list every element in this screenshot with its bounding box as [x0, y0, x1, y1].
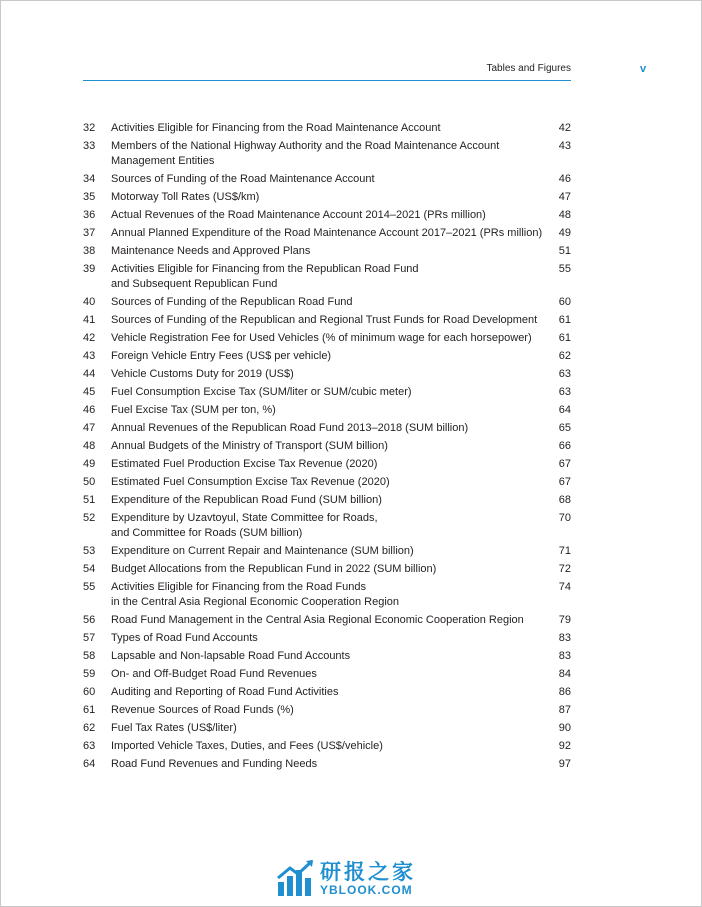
entry-number: 34	[83, 173, 96, 185]
watermark-cn: 研报之家	[320, 860, 416, 884]
table-list-entry[interactable]	[83, 649, 571, 664]
entry-page: 46	[558, 173, 571, 185]
entry-number: 51	[83, 494, 96, 506]
entry-page: 49	[558, 227, 571, 239]
entry-page: 87	[558, 704, 571, 716]
entry-page: 83	[558, 650, 571, 662]
entry-title: Actual Revenues of the Road Maintenance Account 2014–2021 (PRs million)	[111, 209, 486, 221]
entry-title: Sources of Funding of the Republican and Regional Trust Funds for Road Development	[111, 314, 538, 326]
entry-page: 72	[558, 563, 571, 575]
entry-number: 59	[83, 668, 96, 680]
entry-number: 39	[83, 263, 96, 275]
entry-page: 71	[558, 545, 571, 557]
entry-page: 60	[558, 296, 571, 308]
entry-page: 63	[558, 368, 571, 380]
entry-number: 52	[83, 512, 96, 524]
entry-number: 54	[83, 563, 96, 575]
table-list-entry[interactable]	[83, 367, 571, 382]
table-list-entry[interactable]	[83, 439, 571, 454]
table-list-entry[interactable]	[83, 703, 571, 718]
entry-title: Fuel Consumption Excise Tax (SUM/liter or SUM/cubic meter)	[111, 386, 412, 398]
entry-title: Road Fund Revenues and Funding Needs	[111, 758, 318, 770]
entry-page: 79	[558, 614, 571, 626]
table-list-entry[interactable]	[83, 493, 571, 508]
table-list-entry[interactable]	[83, 385, 571, 400]
table-list-entry[interactable]	[83, 562, 571, 577]
table-list-entry[interactable]	[83, 139, 571, 169]
table-list-entry[interactable]	[83, 190, 571, 205]
entry-number: 60	[83, 686, 96, 698]
table-list-entry[interactable]	[83, 613, 571, 628]
entry-title: Fuel Tax Rates (US$/liter)	[111, 722, 237, 734]
entry-page: 68	[558, 494, 571, 506]
table-list-entry[interactable]	[83, 580, 571, 610]
table-list-entry[interactable]	[83, 757, 571, 772]
entry-number: 46	[83, 404, 96, 416]
entry-number: 42	[83, 332, 96, 344]
entry-number: 56	[83, 614, 96, 626]
entry-number: 41	[83, 314, 96, 326]
table-list-entry[interactable]	[83, 262, 571, 292]
entry-page: 64	[558, 404, 571, 416]
entry-number: 45	[83, 386, 96, 398]
entry-title: Motorway Toll Rates (US$/km)	[111, 191, 260, 203]
entry-number: 36	[83, 209, 96, 221]
entry-page: 63	[558, 386, 571, 398]
entry-page: 62	[558, 350, 571, 362]
entry-number: 43	[83, 350, 96, 362]
entry-number: 50	[83, 476, 96, 488]
entry-page: 66	[558, 440, 571, 452]
entry-page: 67	[558, 476, 571, 488]
entry-title: Foreign Vehicle Entry Fees (US$ per vehicle)	[111, 350, 332, 362]
entry-title: Sources of Funding of the Road Maintenance Account	[111, 173, 375, 185]
table-list-entry[interactable]	[83, 457, 571, 472]
entry-title: Annual Planned Expenditure of the Road Maintenance Account 2017–2021 (PRs million)	[111, 227, 543, 239]
entry-number: 38	[83, 245, 96, 257]
entry-title: Revenue Sources of Road Funds (%)	[111, 704, 294, 716]
table-list-entry[interactable]	[83, 349, 571, 364]
entry-page: 86	[558, 686, 571, 698]
entry-number: 33	[83, 140, 96, 152]
table-list-entry[interactable]	[83, 121, 571, 136]
entry-number: 55	[83, 581, 96, 593]
entry-title: Expenditure on Current Repair and Maintenance (SUM billion)	[111, 545, 414, 557]
running-head: Tables and Figures	[486, 63, 571, 74]
entry-page: 48	[558, 209, 571, 221]
entry-title: Imported Vehicle Taxes, Duties, and Fees (US$/vehicle)	[111, 740, 383, 752]
table-list-entry[interactable]	[83, 631, 571, 646]
entry-title: Activities Eligible for Financing from the Republican Road Fund and Subsequent Republican Fund	[111, 263, 419, 290]
entry-number: 53	[83, 545, 96, 557]
entry-title: Budget Allocations from the Republican Fund in 2022 (SUM billion)	[111, 563, 437, 575]
entry-page: 92	[558, 740, 571, 752]
entry-title: Maintenance Needs and Approved Plans	[111, 245, 311, 257]
entry-number: 47	[83, 422, 96, 434]
entry-number: 58	[83, 650, 96, 662]
entry-number: 63	[83, 740, 96, 752]
entry-title: Expenditure of the Republican Road Fund (SUM billion)	[111, 494, 382, 506]
entry-number: 44	[83, 368, 96, 380]
entry-title: Activities Eligible for Financing from the Road Funds in the Central Asia Regional Economic Cooperation Region	[111, 581, 400, 608]
table-list-entry[interactable]	[83, 511, 571, 541]
table-list-entry[interactable]	[83, 331, 571, 346]
table-list-entry[interactable]	[83, 172, 571, 187]
entry-page: 43	[558, 140, 571, 152]
entry-title: Fuel Excise Tax (SUM per ton, %)	[111, 404, 276, 416]
table-list-entry[interactable]	[83, 685, 571, 700]
entry-title: Members of the National Highway Authority and the Road Maintenance Account Management Entities	[111, 140, 500, 167]
entry-page: 84	[558, 668, 571, 680]
page-number: v	[640, 63, 647, 75]
entry-title: Expenditure by Uzavtoyul, State Committee for Roads, and Committee for Roads (SUM billion)	[111, 512, 378, 539]
watermark-logo	[276, 856, 426, 900]
entry-title: Estimated Fuel Production Excise Tax Revenue (2020)	[111, 458, 378, 470]
table-list-entry[interactable]	[83, 313, 571, 328]
entry-number: 32	[83, 122, 96, 134]
entry-title: Annual Revenues of the Republican Road Fund 2013–2018 (SUM billion)	[111, 422, 469, 434]
table-list-entry[interactable]	[83, 739, 571, 754]
table-list-entry[interactable]	[83, 721, 571, 736]
entry-title: Vehicle Customs Duty for 2019 (US$)	[111, 368, 294, 380]
entry-number: 64	[83, 758, 96, 770]
entry-page: 74	[558, 581, 571, 593]
entry-page: 47	[558, 191, 571, 203]
table-list-entry[interactable]	[83, 295, 571, 310]
bar-chart-logo-icon	[276, 858, 316, 898]
entry-page: 51	[558, 245, 571, 257]
header-rule	[83, 80, 571, 81]
entry-page: 55	[558, 263, 571, 275]
entry-page: 42	[558, 122, 571, 134]
table-list-entry[interactable]	[83, 244, 571, 259]
entry-page: 90	[558, 722, 571, 734]
entry-page: 61	[558, 332, 571, 344]
table-list-entry[interactable]	[83, 226, 571, 241]
entry-page: 61	[558, 314, 571, 326]
table-list	[83, 121, 571, 775]
table-list-entry[interactable]	[83, 475, 571, 490]
table-list-entry[interactable]	[83, 667, 571, 682]
table-list-entry[interactable]	[83, 421, 571, 436]
entry-title: Vehicle Registration Fee for Used Vehicles (% of minimum wage for each horsepower)	[111, 332, 532, 344]
entry-number: 61	[83, 704, 96, 716]
entry-number: 48	[83, 440, 96, 452]
entry-title: Auditing and Reporting of Road Fund Activities	[111, 686, 339, 698]
entry-number: 37	[83, 227, 96, 239]
entry-number: 40	[83, 296, 96, 308]
entry-number: 62	[83, 722, 96, 734]
entry-page: 65	[558, 422, 571, 434]
entry-title: Road Fund Management in the Central Asia Regional Economic Cooperation Region	[111, 614, 524, 626]
entry-page: 97	[558, 758, 571, 770]
entry-title: On- and Off-Budget Road Fund Revenues	[111, 668, 317, 680]
watermark-en: YBLOOK.COM	[320, 883, 413, 897]
entry-title: Annual Budgets of the Ministry of Transport (SUM billion)	[111, 440, 388, 452]
entry-number: 57	[83, 632, 96, 644]
entry-title: Estimated Fuel Consumption Excise Tax Revenue (2020)	[111, 476, 390, 488]
entry-number: 35	[83, 191, 96, 203]
entry-title: Activities Eligible for Financing from the Road Maintenance Account	[111, 122, 441, 134]
entry-number: 49	[83, 458, 96, 470]
entry-page: 67	[558, 458, 571, 470]
entry-page: 83	[558, 632, 571, 644]
entry-page: 70	[558, 512, 571, 524]
table-list-entry[interactable]	[83, 403, 571, 418]
entry-title: Types of Road Fund Accounts	[111, 632, 258, 644]
table-list-entry[interactable]	[83, 208, 571, 223]
entry-title: Sources of Funding of the Republican Road Fund	[111, 296, 353, 308]
table-list-entry[interactable]	[83, 544, 571, 559]
entry-title: Lapsable and Non-lapsable Road Fund Accounts	[111, 650, 351, 662]
